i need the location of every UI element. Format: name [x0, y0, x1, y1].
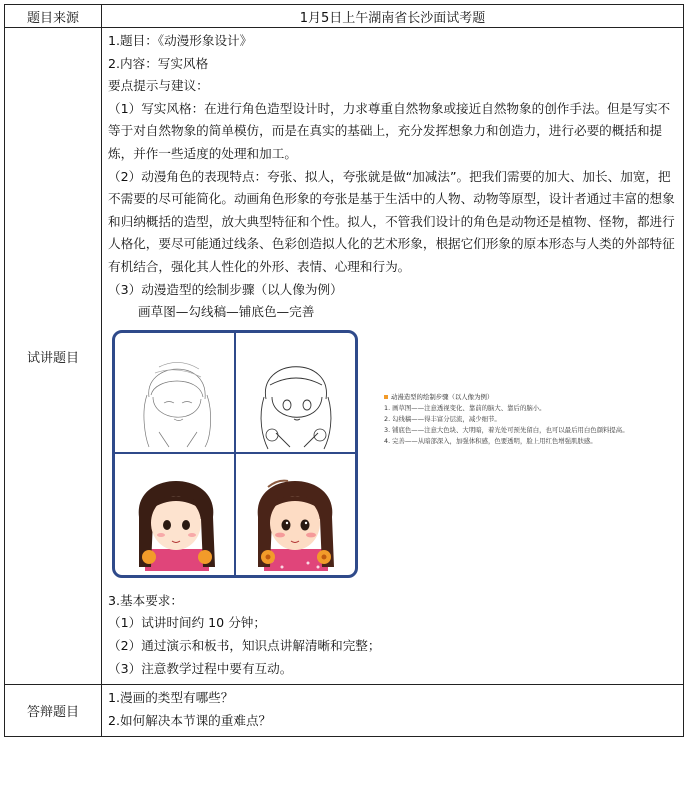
source-label: 题目来源: [5, 5, 102, 28]
tips-heading: 要点提示与建议：: [108, 78, 209, 94]
panel-divider-vertical: [234, 333, 236, 575]
finished-panel: [238, 457, 353, 571]
requirement-1: （1）试讲时间约 10 分钟；: [108, 615, 266, 631]
tip-expression-features: （2）动漫角色的表现特点：夸张、拟人，夸张就是做“加减法”。把我们需要的加大、加长、加宽，把不需要的尽可能简化。动画角色形象的夸张是基于生活中的人物、动物等原型，设计者通过丰富的想象和归纳概括的造型，放大典型特征和个性。拟人，不管我们设计的角色是动物还是植物、怪物，都进行人格化，要尽可能通过线条、色彩创造拟人化的艺术形象，根据它们形象的原本形态与人类的外部特征有机结合，强化其人性化的外形、表情、心理和行为。: [108, 168, 675, 274]
tip-realistic-style: （1）写实风格：在进行角色造型设计时，力求尊重自然物象或接近自然物象的创作手法。但是写实不等于对自然物象的简单模仿，而是在真实的基础上，充分发挥想象力和创造力，进行必要的概括和提炼，并作一些适度的处理和加工。: [108, 100, 671, 161]
figure-notes: [384, 392, 634, 447]
requirement-2: （2）通过演示和板书，知识点讲解清晰和完整；: [108, 637, 381, 653]
steps-sequence: 画草图—勾线稿—铺底色—完善: [138, 304, 315, 320]
defense-label: 答辩题目: [5, 685, 102, 737]
source-value: 1月5日上午湖南省长沙面试考题: [102, 5, 684, 28]
exam-table: [4, 4, 684, 737]
exam-document: [4, 4, 684, 794]
tip-drawing-steps: （3）动漫造型的绘制步骤（以人像为例）: [108, 281, 343, 297]
sketch-girl-drawing: [119, 337, 234, 451]
sketch-panel: [119, 337, 234, 451]
four-panel-illustration: [112, 330, 358, 578]
trial-label: 试讲题目: [5, 28, 102, 685]
defense-content: [102, 685, 684, 737]
requirements: [108, 590, 677, 680]
requirement-3: （3）注意教学过程中要有互动。: [108, 660, 293, 676]
requirements-heading: 3.基本要求：: [108, 592, 183, 608]
note-step-4: 4. 完善——从暗部深入，加强体积感，色要透明，脸上用红色增强肌肤感。: [384, 436, 597, 445]
lineart-girl-drawing: [238, 337, 353, 451]
note-step-2: 2. 勾线稿——得丰富分层流，减少细节。: [384, 414, 501, 423]
finished-girl-drawing: [238, 457, 353, 571]
drawing-steps-figure: [108, 326, 677, 584]
note-step-3: 3. 铺底色——注意大色块、大明暗，着光处可预先留白，也可以最后用白色颜料提高。: [384, 425, 629, 434]
note-marker-icon: [384, 395, 388, 399]
header-row: [5, 5, 684, 28]
defense-question-1: 1.漫画的类型有哪些？: [108, 690, 234, 706]
defense-row: [5, 685, 684, 737]
trial-row: [5, 28, 684, 685]
trial-title-line: 1.题目：《动漫形象设计》: [108, 33, 253, 48]
lineart-panel: [238, 337, 353, 451]
note-step-1: 1. 画草图——注意透视变化、靠前的脑大、靠后的脑小。: [384, 403, 546, 412]
trial-content: [102, 28, 684, 685]
defense-question-2: 2.如何解决本节课的重难点？: [108, 712, 272, 728]
panel-divider-horizontal: [115, 452, 355, 454]
trial-content-line: 2.内容：写实风格: [108, 55, 209, 71]
basecolor-panel: [119, 457, 234, 571]
basecolor-girl-drawing: [119, 457, 234, 571]
notes-title: 动漫造型的绘制步骤（以人像为例）: [391, 392, 494, 401]
